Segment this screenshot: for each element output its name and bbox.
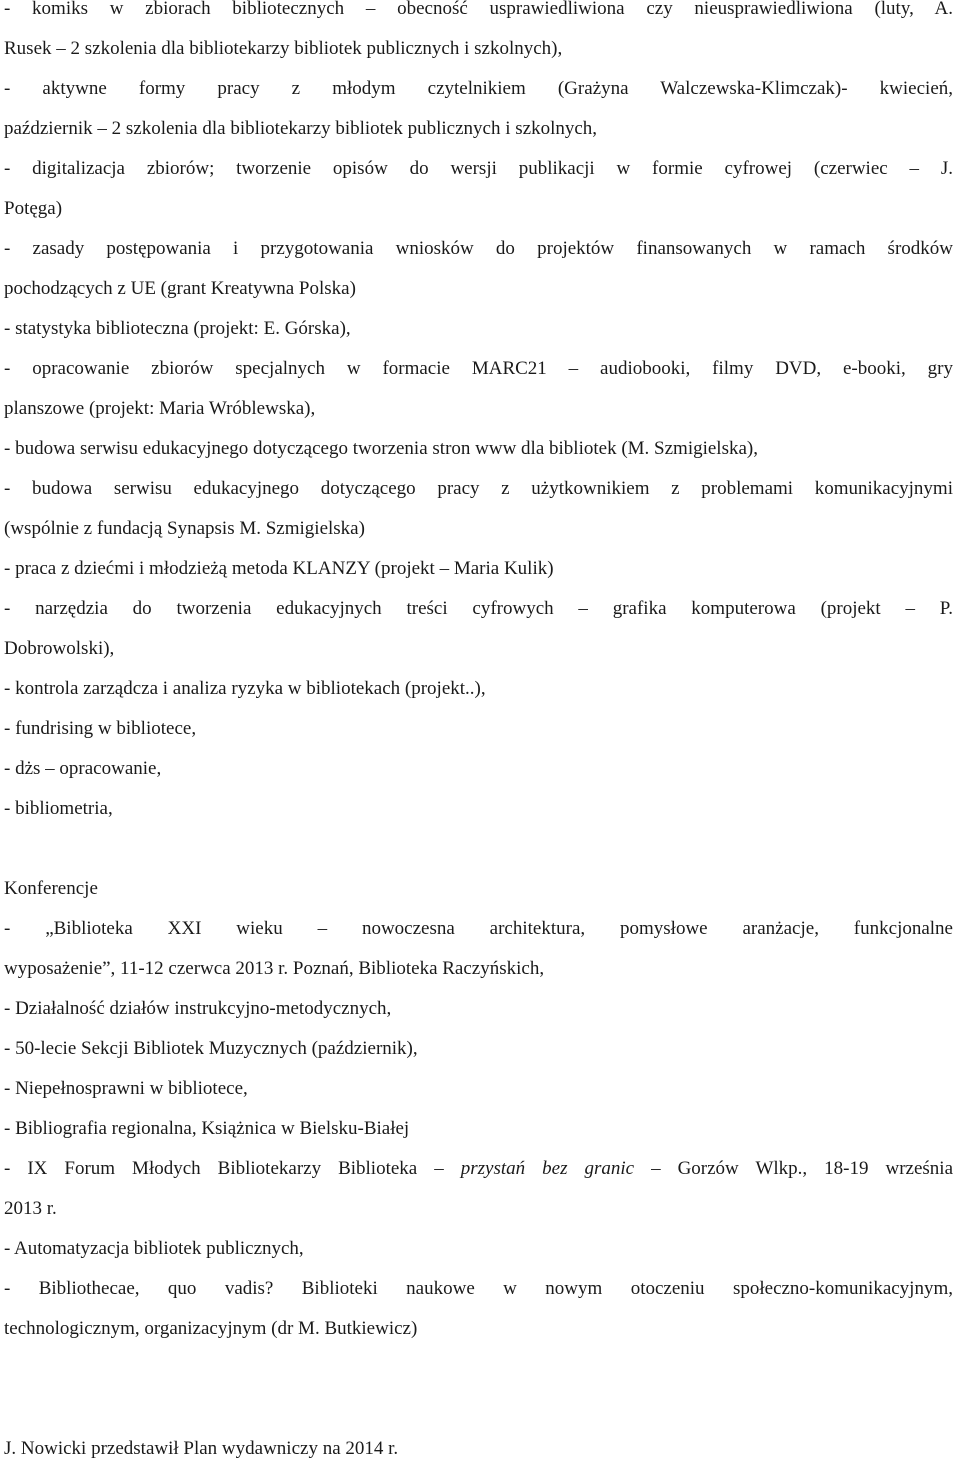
spacer xyxy=(4,1349,953,1429)
spacer xyxy=(4,829,953,869)
forum-prefix: - IX Forum Młodych Bibliotekarzy Biblioteka – xyxy=(4,1158,461,1179)
text-line: planszowe (projekt: Maria Wróblewska), xyxy=(4,398,316,419)
text-line: - 50-lecie Sekcji Bibliotek Muzycznych (październik), xyxy=(4,1038,418,1059)
text-line: - Bibliothecae, quo vadis? Biblioteki naukowe w nowym otoczeniu społeczno-komunikacyjnym, xyxy=(4,1278,953,1299)
text-line: - kontrola zarządcza i analiza ryzyka w bibliotekach (projekt..), xyxy=(4,678,486,699)
text-line: - dżs – opracowanie, xyxy=(4,758,162,779)
text-line: - „Biblioteka XXI wieku – nowoczesna architektura, pomysłowe aranżacje, funkcjonalne xyxy=(4,918,953,939)
text-line: 2013 r. xyxy=(4,1198,57,1219)
text-line: - Bibliografia regionalna, Książnica w Bielsku-Białej xyxy=(4,1118,410,1139)
text-line: - budowa serwisu edukacyjnego dotyczącego pracy z użytkownikiem z problemami komunikacyjnymi xyxy=(4,478,953,499)
text-line: - praca z dziećmi i młodzieżą metoda KLANZY (projekt – Maria Kulik) xyxy=(4,558,554,579)
text-line: październik – 2 szkolenia dla bibliotekarzy bibliotek publicznych i szkolnych, xyxy=(4,118,598,139)
text-line-forum xyxy=(4,1149,953,1189)
text-line: - bibliometria, xyxy=(4,798,113,819)
text-line: - Niepełnosprawni w bibliotece, xyxy=(4,1078,248,1099)
text-line: - komiks w zbiorach bibliotecznych – obecność usprawiedliwiona czy nieusprawiedliwiona (luty, A. xyxy=(4,0,953,19)
text-line: (wspólnie z fundacją Synapsis M. Szmigielska) xyxy=(4,518,365,539)
text-line: - Działalność działów instrukcyjno-metodycznych, xyxy=(4,998,392,1019)
text-line: Rusek – 2 szkolenia dla bibliotekarzy bibliotek publicznych i szkolnych), xyxy=(4,38,563,59)
text-line: technologicznym, organizacyjnym (dr M. Butkiewicz) xyxy=(4,1318,418,1339)
text-line: - opracowanie zbiorów specjalnych w formacie MARC21 – audiobooki, filmy DVD, e-booki, gry xyxy=(4,358,953,379)
text-line: - narzędzia do tworzenia edukacyjnych treści cyfrowych – grafika komputerowa (projekt – P. xyxy=(4,598,953,619)
text-line: - zasady postępowania i przygotowania wniosków do projektów finansowanych w ramach środków xyxy=(4,238,953,259)
closing-line: J. Nowicki przedstawił Plan wydawniczy na 2014 r. xyxy=(4,1438,399,1459)
section-heading: Konferencje xyxy=(4,878,98,899)
text-line: Potęga) xyxy=(4,198,63,219)
forum-suffix: – Gorzów Wlkp., 18-19 września xyxy=(634,1158,953,1179)
text-line: - fundrising w bibliotece, xyxy=(4,718,197,739)
text-line: pochodzących z UE (grant Kreatywna Polska) xyxy=(4,278,356,299)
text-line: wyposażenie”, 11-12 czerwca 2013 r. Poznań, Biblioteka Raczyńskich, xyxy=(4,958,545,979)
text-line: - Automatyzacja bibliotek publicznych, xyxy=(4,1238,304,1259)
text-line: Dobrowolski), xyxy=(4,638,115,659)
text-line: - budowa serwisu edukacyjnego dotyczącego tworzenia stron www dla bibliotek (M. Szmigielska), xyxy=(4,438,758,459)
text-line: - aktywne formy pracy z młodym czytelnikiem (Grażyna Walczewska-Klimczak)- kwiecień, xyxy=(4,78,953,99)
text-line: - digitalizacja zbiorów; tworzenie opisów do wersji publikacji w formie cyfrowej (czerwiec – J. xyxy=(4,158,953,179)
text-line: - statystyka biblioteczna (projekt: E. Górska), xyxy=(4,318,351,339)
forum-italic-title: przystań bez granic xyxy=(460,1158,635,1179)
